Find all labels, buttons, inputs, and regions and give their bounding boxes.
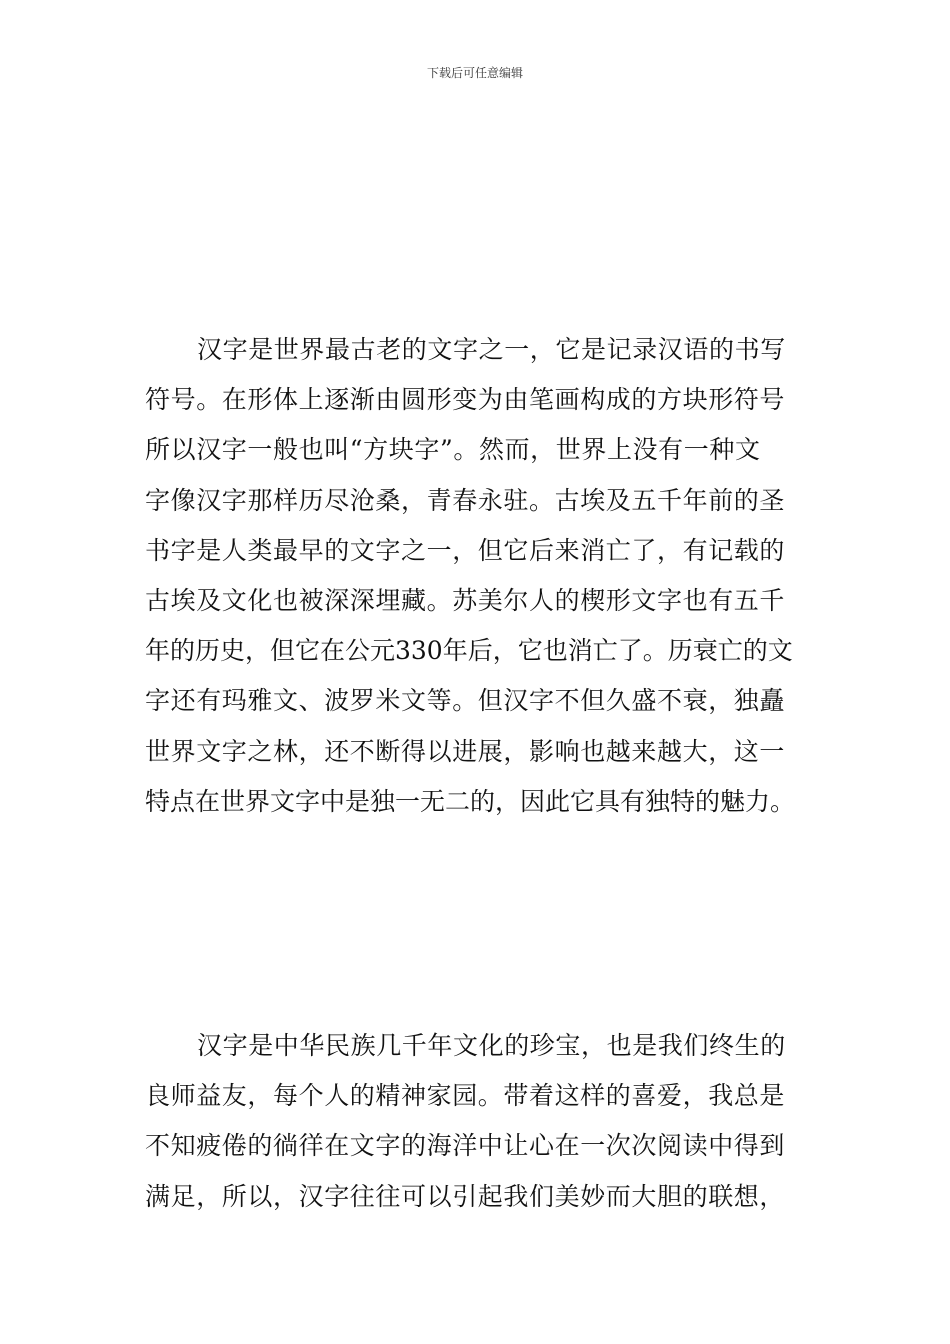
paragraph-line: 书字是人类最早的文字之一，但它后来消亡了，有记载的: [145, 535, 786, 565]
paragraph-line: 满足，所以，汉字往往可以引起我们美妙而大胆的联想，: [145, 1181, 786, 1211]
paragraph-line: 古埃及文化也被深深埋藏。苏美尔人的楔形文字也有五千: [145, 585, 786, 615]
paragraph-line: 年的历史，但它在公元330年后，它也消亡了。历衰亡的文: [145, 636, 793, 666]
paragraph-line: 汉字是中华民族几千年文化的珍宝，也是我们终生的: [197, 1031, 786, 1060]
paragraph-line: 字还有玛雅文、波罗米文等。但汉字不但久盛不衰，独矗: [145, 686, 786, 716]
paragraph-line: 良师益友，每个人的精神家园。带着这样的喜爱，我总是: [145, 1081, 786, 1111]
paragraph-line: 字像汉字那样历尽沧桑，青春永驻。古埃及五千年前的圣: [145, 485, 786, 515]
paragraph-line: 世界文字之林，还不断得以进展，影响也越来越大，这一: [145, 736, 786, 766]
page-header: 下载后可任意编辑: [426, 66, 523, 80]
paragraph-line: 汉字是世界最古老的文字之一，它是记录汉语的书写: [197, 335, 786, 364]
paragraph-line: 符号。在形体上逐渐由圆形变为由笔画构成的方块形符号: [145, 385, 786, 415]
paragraph-line: 所以汉字一般也叫“方块字”。然而，世界上没有一种文: [145, 435, 761, 465]
paragraph-line: 特点在世界文字中是独一无二的，因此它具有独特的魅力。: [145, 786, 796, 816]
paragraph-1: [145, 325, 807, 827]
paragraph-2: [145, 1021, 807, 1222]
paragraph-line: 不知疲倦的徜徉在文字的海洋中让心在一次次阅读中得到: [145, 1131, 786, 1161]
